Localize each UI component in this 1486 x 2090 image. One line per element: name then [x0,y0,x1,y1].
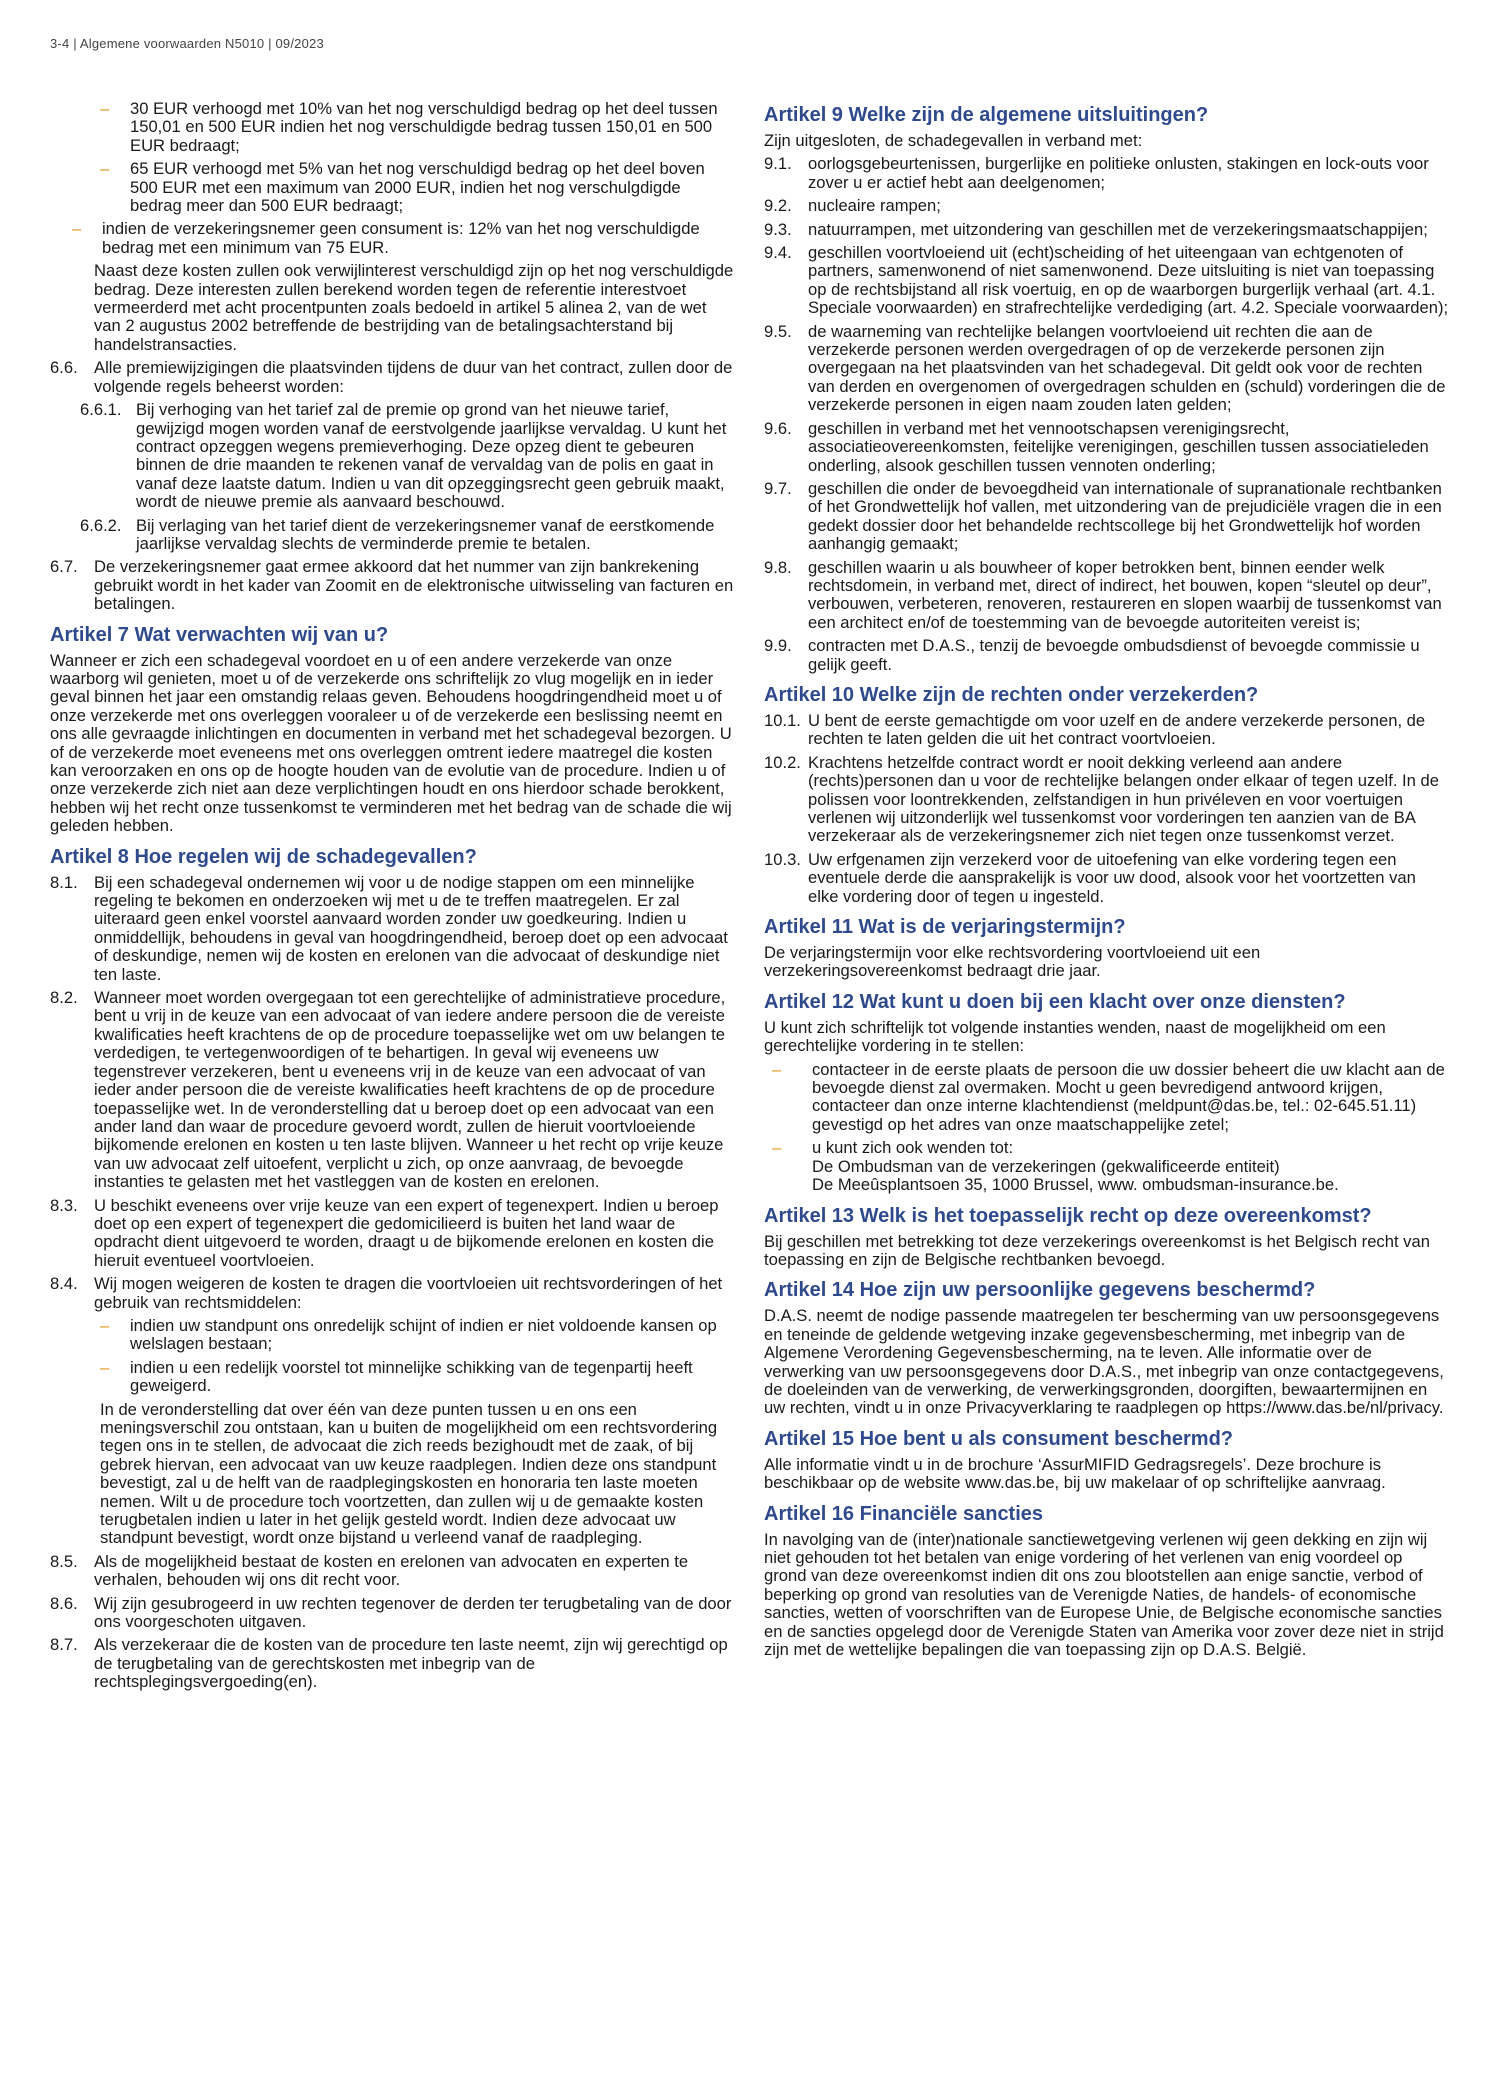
list-item: 8.2. Wanneer moet worden overgegaan tot een gerechtelijke of administratieve procedure, bent u vrij in de keuze van een advocaat of van iedere andere persoon die de vereiste kwalificaties heeft krachtens de op de procedure toepasselijke wet om uw belangen te verdedigen, te vertegenwoordigen of te behartigen. In geval wij eveneens uw tegenstrever verzekeren, bent u eveneens vrij in de keuze van een advocaat of van ieder ander persoon die de vereiste kwalificaties heeft krachtens de op de procedure toepasselijke wet. In de veronderstelling dat u beroep doet op een advocaat van een ander land dan waar de procedure gevoerd wordt, zullen de hieruit voortvloeiende bijkomende erelonen en kosten u ten laste blijven. Wanneer u het recht op vrije keuze van uw advocaat zelf uitoefent, verplicht u zich, op onze aanvraag, de bevoegde instanties te gelasten met het vastleggen van de kosten en erelonen. [50,988,726,1192]
section-heading: Artikel 11 Wat is de verjaringstermijn? [764,916,1126,939]
dash-marker: – [72,219,82,239]
paragraph: In de veronderstelling dat over één van deze punten tussen u en ons een meningsverschil zou ontstaan, kan u buiten de mogelijkheid om een rechtsvordering tegen ons in te stellen, de advocaat die zich reeds bezighoudt met de zaak, of bij gebrek hiervan, een advocaat van uw keuze raadplegen. Indien deze ons standpunt bevestigt, zal u de helft van de raadplegingskosten en honoraria ten laste moeten nemen. Wilt u de procedure toch voortzetten, dan zullen wij u de gemaakte kosten terugbetalen indien u later in het gelijk gesteld wordt. Indien deze advocaat uw standpunt bevestigt, wordt onze bijstand u verleend vanaf de raadpleging. [100,1399,718,1548]
paragraph: U kunt zich schriftelijk tot volgende instanties wenden, naast de mogelijkheid om een gerechtelijke vordering in te stellen: [764,1017,1386,1056]
list-item: 8.3. U beschikt eveneens over vrije keuze van een expert of tegenexpert. Indien u beroep doet op een expert of tegenexpert die gedomicilieerd is buiten het land waar de opdracht dient uitgevoerd te worden, draagt u de bijkomende erelonen en kosten die hieruit eventueel voortvloeien. [50,1195,719,1270]
page-header: 3-4 | Algemene voorwaarden N5010 | 09/2023 [50,36,324,51]
list-item: 9.3. natuurrampen, met uitzondering van geschillen met de verzekeringsmaatschappijen; [764,219,1428,239]
list-item: 9.5. de waarneming van rechtelijke belangen voortvloeiend uit rechten die aan de verzekerde personen werden overgedragen of op de verzekerde personen zijn overgegaan na het plaatsvinden van het schadegeval. Dit geldt ook voor de rechten van derden en overgenomen of overgedragen schulden en (schuld) vorderingen die de verzekerde personen in eigen naam zouden laten gelden; [764,321,1446,415]
list-item: 6.6. Alle premiewijzigingen die plaatsvinden tijdens de duur van het contract, zullen door de volgende regels beheerst worden: [50,358,733,396]
right-column [764,100,1449,1664]
list-item: 6.6.2. Bij verlaging van het tarief dient de verzekeringsnemer vanaf de eerstkomende jaarlijkse vervaldag slechts de verminderde premie te betalen. [80,515,715,553]
list-item: 9.8. geschillen waarin u als bouwheer of koper betrokken bent, binnen eender welk rechtsdomein, in verband met, direct of indirect, het bouwen, kopen “sleutel op deur”, verbouwen, verbeteren, renoveren, restaureren en slopen waarbij de tussenkomst van een architect en/of de toestemming van de bevoegde autoriteiten vereist is; [764,557,1442,632]
dash-marker: – [100,99,110,118]
left-column [50,100,735,1697]
list-item: 6.6.1. Bij verhoging van het tarief zal de premie op grond van het nieuwe tarief, gewijzigd mogen worden vanaf de eerstvolgende jaarlijkse vervaldag. U kunt het contract opzeggen wegens premieverhoging. Deze opzeg dient te gebeuren binnen de drie maanden te rekenen vanaf de vervaldag van de polis en gaat in vanaf deze laatste datum. Indien u van dit opzeggingsrecht geen gebruik maakt, wordt de nieuwe premie als aanvaard beschouwd. [80,400,727,512]
dash-marker: – [100,159,110,179]
paragraph: Bij geschillen met betrekking tot deze verzekerings overeenkomst is het Belgisch recht van toepassing en zijn de Belgische rechtbanken bevoegd. [764,1231,1430,1269]
list-item: – indien uw standpunt ons onredelijk schijnt of indien er niet voldoende kansen op welslagen bestaan; [100,1315,717,1354]
list-item: – 65 EUR verhoogd met 5% van het nog verschuldigd bedrag op het deel boven 500 EUR met een maximum van 2000 EUR, indien het nog verschulgdigde bedrag meer dan 500 EUR bedraagt; [100,159,705,216]
paragraph: De verjaringstermijn voor elke rechtsvordering voortvloeiend uit een verzekeringsovereenkomst bedraagt drie jaar. [764,943,1261,981]
list-item: 8.1. Bij een schadegeval ondernemen wij voor u de nodige stappen om een minnelijke regeling te bekomen en onderzoeken wij met u de te treffen maatregelen. Er zal uiteraard geen enkel voorstel aanvaard worden zonder uw goedkeuring. Indien u onmiddellijk, behoudens in geval van hoogdringendheid, beroep doet op een advocaat of deskundige, nemen wij de kosten en erelonen van die advocaat of deskundige niet ten laste. [50,872,728,984]
list-item: – 30 EUR verhoogd met 10% van het nog verschuldigd bedrag op het deel tussen 150,01 en 500 EUR indien het nog verschuldigde bedrag tussen 150,01 en 500 EUR bedraagt; [100,99,718,155]
list-item: – u kunt zich ook wenden tot: De Ombudsman van de verzekeringen (gekwalificeerde entiteit) De Meeûsplantsoen 35, 1000 Brussel, www. ombudsman-insurance.be. [772,1138,1339,1195]
section-heading: Artikel 16 Financiële sancties [764,1502,1044,1525]
dash-marker: – [100,1357,110,1377]
list-item: – contacteer in de eerste plaats de persoon die uw dossier beheert die uw klacht aan de bevoegde dienst zal overmaken. Mocht u geen bevredigend antwoord krijgen, contacteer dan onze interne klachtendienst (meldpunt@das.be, tel.: 02-645.51.11) gevestigd op het adres van onze maatschappelijke zetel; [772,1059,1445,1134]
dash-marker: – [772,1059,782,1079]
list-item: 8.5. Als de mogelijkheid bestaat de kosten en erelonen van advocaten en experten te verhalen, behouden wij ons dit recht voor. [50,1551,689,1590]
section-heading: Artikel 13 Welk is het toepasselijk recht op deze overeenkomst? [764,1204,1372,1227]
list-item: 9.7. geschillen die onder de bevoegdheid van internationale of supranationale rechtbanken of het Grondwettelijk hof vallen, met uitzondering van de prejudiciële vragen die in een gedekt dossier door het behandelde rechtscollege bij het Grondwettelijk hof worden aanhangig gemaakt; [764,478,1442,554]
list-item: 9.1. oorlogsgebeurtenissen, burgerlijke en politieke onlusten, stakingen en lock-outs voor zover u er actief hebt aan deelgenomen; [764,154,1429,192]
list-item: 10.1. U bent de eerste gemachtigde om voor uzelf en de andere verzekerde personen, de rechten te laten gelden die uit het contract voortvloeien. [764,710,1426,749]
list-item: – indien u een redelijk voorstel tot minnelijke schikking van de tegenpartij heeft geweigerd. [100,1357,693,1396]
paragraph: Alle informatie vindt u in de brochure ‘AssurMIFID Gedragsregels’. Deze brochure is beschikbaar op de website www.das.be, bij uw makelaar of op schriftelijke aanvraag. [764,1454,1386,1493]
paragraph: Zijn uitgesloten, de schadegevallen in verband met: [764,131,1143,150]
paragraph: Wanneer er zich een schadegeval voordoet en u of een andere verzekerde van onze waarborg wil genieten, moet u of de verzekerde ons schriftelijk zo vlug mogelijk en in ieder geval binnen het jaar een omstandig relaas geven. Behoudens hoogdringendheid moet u of onze verzekerde met ons overleggen vooraleer u of de verzekerde een beslissing neemt en ons alle gevraagde inlichtingen en documenten in verband met het schadegeval bezorgen. U of de verzekerde moet eveneens met ons overleggen omtrent iedere maatregel die kosten kan veroorzaken en ons op de hoogte houden van de evolutie van de procedure. Indien u of onze verzekerde zich niet aan deze verplichtingen houdt en ons hierdoor schade berokkent, hebben wij het recht onze tussenkomst te verminderen met het bedrag van de schade die wij geleden hebben. [50,650,732,836]
list-item: 6.7. De verzekeringsnemer gaat ermee akkoord dat het nummer van zijn bankrekening gebruikt wordt in het kader van Zoomit en de elektronische uitwisseling van facturen en betalingen. [50,557,734,614]
paragraph: Naast deze kosten zullen ook verwijlinterest verschuldigd zijn op het nog verschuldigde bedrag. Deze interesten zullen berekend worden tegen de referentie interestvoet vermeerderd met acht procentpunten zoals bedoeld in artikel 5 alinea 2, van de wet van 2 augustus 2002 betreffende de bestrijding van de betalingsachterstand bij handelstransacties. [94,261,734,354]
section-heading: Artikel 14 Hoe zijn uw persoonlijke gegevens beschermd? [764,1279,1316,1302]
dash-marker: – [100,1315,110,1335]
list-item: 10.2. Krachtens hetzelfde contract wordt er nooit dekking verleend aan andere (rechts)personen dan u voor de rechtelijke belangen onder elkaar of tegen uzelf. In de polissen voor loontrekkenden, zelfstandigen in hun privéleven en voor voertuigen verlenen wij uitzonderlijk wel tussenkomst voor vorderingen ten aanzien van de BA verzekeraar als de verzekeringsnemer zich niet tegen onze tussenkomst verzet. [764,752,1439,846]
dash-marker: – [772,1138,782,1158]
list-item: – indien de verzekeringsnemer geen consument is: 12% van het nog verschuldigde bedrag met een minimum van 75 EUR. [72,219,700,257]
paragraph: In navolging van de (inter)nationale sanctiewetgeving verlenen wij geen dekking en zijn wij niet gehouden tot het betalen van enige vordering of het verlenen van enig voordeel op grond van deze overeenkomst indien dit ons zou blootstellen aan enige sanctie, verbod of beperking op grond van resoluties van de Verenigde Naties, de handels- of economische sancties, wetten of voorschriften van de Europese Unie, de Belgische economische sancties en de sancties opgelegd door de Verenigde Staten van Amerika voor zover deze niet in strijd zijn met de wettelijke bepalingen die van toepassing zijn op D.A.S. België. [764,1529,1444,1659]
list-item: 8.7. Als verzekeraar die de kosten van de procedure ten laste neemt, zijn wij gerechtigd op de terugbetaling van de gerechtskosten met inbegrip van de rechtsplegingsvergoeding(en). [50,1635,728,1692]
section-heading: Artikel 9 Welke zijn de algemene uitsluitingen? [764,104,1209,126]
list-item: 8.6. Wij zijn gesubrogeerd in uw rechten tegenover de derden ter terugbetaling van de door ons voorgeschoten uitgaven. [50,1593,732,1632]
list-item: 8.4. Wij mogen weigeren de kosten te dragen die voortvloeien uit rechtsvorderingen of het gebruik van rechtsmiddelen: [50,1274,723,1312]
section-heading: Artikel 8 Hoe regelen wij de schadegevallen? [50,845,477,868]
section-heading: Artikel 7 Wat verwachten wij van u? [50,623,389,646]
list-item: 9.4. geschillen voortvloeiend uit (echt)scheiding of het uiteengaan van echtgenoten of partners, samenwonend of niet samenwonend. Deze uitsluiting is niet van toepassing op de rechtsbijstand all risk voertuig, en op de waarborgen burgerlijk verhaal (art. 4.1. Speciale voorwaarden) en strafrechtelijke verdediging (art. 4.2. Speciale voorwaarden); [764,243,1449,318]
section-heading: Artikel 12 Wat kunt u doen bij een klacht over onze diensten? [764,990,1346,1013]
list-item: 9.9. contracten met D.A.S., tenzij de bevoegde ombudsdienst of bevoegde commissie u gelijk geeft. [764,636,1420,674]
list-item: 10.3. Uw erfgenamen zijn verzekerd voor de uitoefening van elke vordering tegen een eventuele derde die aansprakelijk is voor uw dood, alsook voor het voortzetten van elke vordering door of tegen u ingesteld. [764,849,1416,906]
list-item: 9.2. nucleaire rampen; [764,196,941,216]
section-heading: Artikel 15 Hoe bent u als consument beschermd? [764,1427,1234,1450]
list-item: 9.6. geschillen in verband met het vennootschapsen verenigingsrecht, associatieovereenkomsten, feitelijke verenigingen, geschillen tussen associatieleden onderling, alsook geschillen tussen vennoten onderling; [764,418,1429,475]
paragraph: D.A.S. neemt de nodige passende maatregelen ter bescherming van uw persoonsgegevens en teneinde de geldende wetgeving inzake gegevensbescherming, met inbegrip van de Algemene Verordening Gegevensbescherming, na te leven. Alle informatie over de verwerking van uw persoonsgegevens door D.A.S., met inbegrip van onze contactgegevens, de doeleinden van de verwerking, de verwerkingsgronden, doorgiften, bewaartermijnen en uw rechten, vindt u in onze Privacyverklaring te raadplegen op https://www.das.be/nl/privacy. [764,1306,1444,1418]
section-heading: Artikel 10 Welke zijn de rechten onder verzekerden? [764,683,1259,706]
